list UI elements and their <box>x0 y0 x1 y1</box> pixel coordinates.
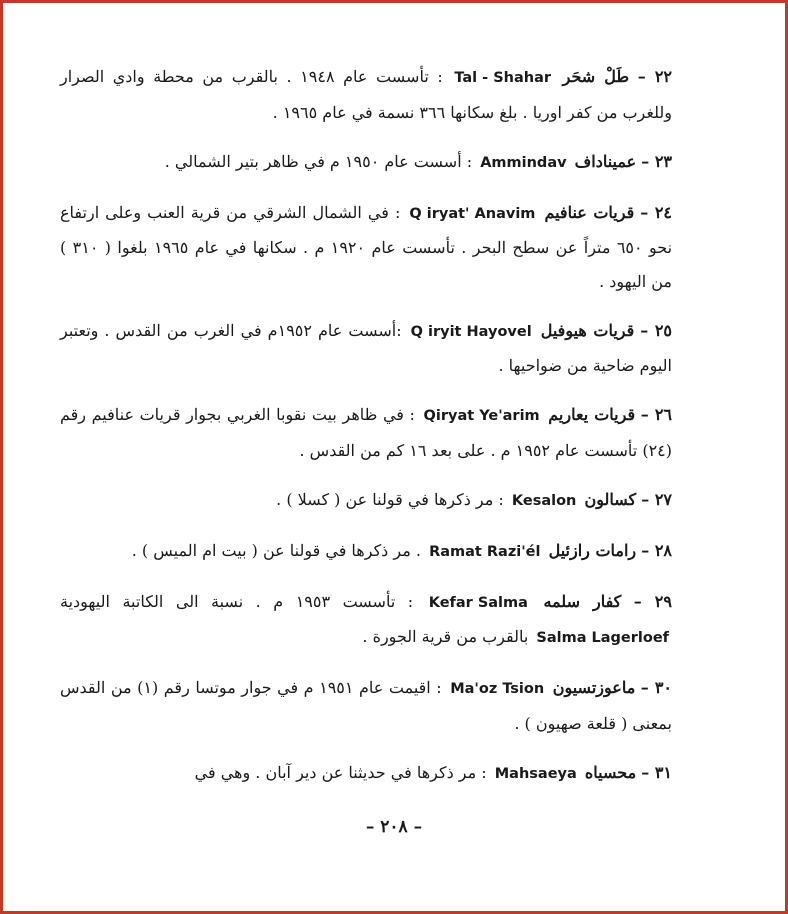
entry-text: : في الشمال الشرقي من قرية العنب وعلى ارتفاع نحو ٦٥٠ متراً عن سطح البحر . تأسست عام ١٩٢٠ م . سكانها في عام ١٩٦٥ بلغوا ( ٣١٠ ) من اليهود . <box>60 202 673 291</box>
entry-name: قريات يعاريم <box>548 405 636 424</box>
entry-number: ٢٥ – <box>640 320 673 340</box>
entry-latin-name: Kefar Salma <box>428 594 528 611</box>
entry-number: ٢٣ – <box>641 151 672 171</box>
entry-number: ٢٦ – <box>640 405 672 424</box>
entry-latin-name: Ammindav <box>480 154 567 171</box>
entry-27 <box>60 483 672 519</box>
entry-name: طَلْ شحَر <box>562 67 630 86</box>
document-body <box>60 60 672 807</box>
entry-latin-name: Kesalon <box>511 492 577 509</box>
entry-number: ٣١ – <box>641 762 672 782</box>
entry-text: : أسست عام ١٩٥٠ م في ظاهر بتير الشمالي . <box>164 151 473 171</box>
entry-text: : مر ذكرها في قولنا عن ( كسلا ) . <box>276 489 504 509</box>
entry-26 <box>60 398 672 467</box>
entry-number: ٢٤ – <box>640 202 672 222</box>
entry-text: : اقيمت عام ١٩٥١ م في جوار موتسا رقم (١) من القدس بمعنى ( قلعة صهيون ) . <box>60 678 672 733</box>
entry-text: : تأسست ١٩٥٣ م . نسبة الى الكاتبة اليهودية <box>60 591 414 611</box>
entry-latin-name: Q iryit Hayovel <box>410 323 532 340</box>
entry-name: قريات عنافيم <box>544 202 635 222</box>
entry-text: : تأسست عام ١٩٤٨ . بالقرب من محطة وادي الصرار وللغرب من كفر اوريا . بلغ سكانها ٣٦٦ نسمة في عام ١٩٦٥ . <box>60 67 672 122</box>
entry-31 <box>60 756 672 792</box>
entry-28 <box>60 534 672 570</box>
entry-latin-name: Q iryat' Anavim <box>409 205 536 222</box>
entry-latin-name: Qiryat Ye'arim <box>423 408 540 424</box>
entry-text: . مر ذكرها في قولنا عن ( بيت ام الميس ) . <box>131 540 421 560</box>
entry-latin-name: Ramat Razi'él <box>429 543 541 560</box>
entry-24 <box>60 196 672 299</box>
entry-latin-name: Ma'oz Tsion <box>450 681 545 697</box>
entry-name: كفار سلمه <box>543 591 622 611</box>
entry-name: قريات هيوفيل <box>540 320 635 340</box>
entry-latin-name-secondary: Salma Lagerloef <box>536 630 669 646</box>
entry-name: رامات رازئيل <box>548 540 637 560</box>
entry-30 <box>60 671 672 740</box>
page-number: – ٢٠٨ – <box>365 817 423 837</box>
entry-name: كسالون <box>584 489 637 509</box>
entry-name: محسياه <box>584 762 637 782</box>
entry-number: ٢٩ – <box>633 591 672 611</box>
entry-latin-name: Tal - Shahar <box>454 70 552 86</box>
entry-text: : في ظاهر بيت نقوبا الغربي بجوار قريات عنافيم رقم (٢٤) تأسست عام ١٩٥٢ م . على بعد ١٦ كم من القدس . <box>60 405 672 460</box>
entry-number: ٢٢ – <box>637 67 672 86</box>
entry-latin-name: Mahsaeya <box>494 765 577 782</box>
entry-number: ٢٨ – <box>641 540 672 560</box>
entry-text-secondary: بالقرب من قرية الجورة . <box>362 627 529 646</box>
entry-25 <box>60 314 672 383</box>
entry-name: عميناداف <box>574 151 637 171</box>
entry-number: ٣٠ – <box>640 678 672 697</box>
entry-23 <box>60 145 672 181</box>
entry-text: : مر ذكرها في حديثنا عن دير آبان . وهي في <box>194 762 487 782</box>
entry-number: ٢٧ – <box>641 489 672 509</box>
entry-29 <box>60 585 672 656</box>
entry-22 <box>60 60 672 129</box>
entry-name: ماعوزتسيون <box>552 678 636 697</box>
entry-text: :أسست عام ١٩٥٢م في الغرب من القدس . وتعتبر اليوم ضاحية من ضواحيها . <box>60 320 672 375</box>
